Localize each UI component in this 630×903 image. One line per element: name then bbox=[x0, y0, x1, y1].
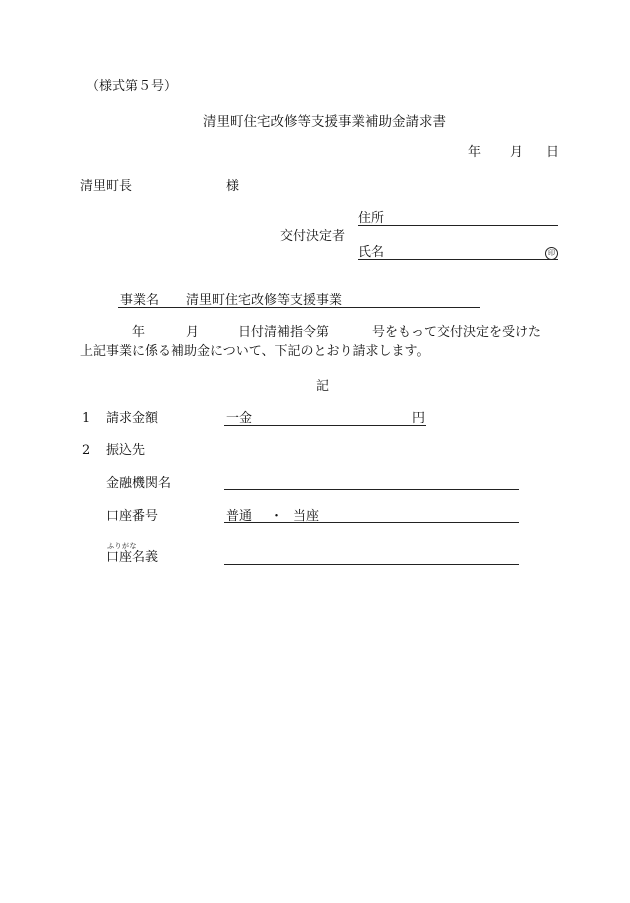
institution-field-line bbox=[224, 489, 519, 490]
addressee-name: 清里町長 bbox=[80, 179, 133, 194]
addressee-honorific: 様 bbox=[226, 179, 240, 194]
name-field-line bbox=[358, 259, 558, 260]
address-label: 住所 bbox=[358, 211, 385, 226]
amount-suffix: 円 bbox=[412, 411, 426, 426]
body-end: 号をもって交付決定を受けた bbox=[372, 325, 542, 340]
account-type-current: 当座 bbox=[293, 509, 320, 524]
item-1-label: 請求金額 bbox=[106, 411, 159, 426]
document-title: 清里町住宅改修等支援事業補助金請求書 bbox=[203, 114, 446, 130]
amount-prefix: 一金 bbox=[226, 411, 253, 426]
body-year: 年 bbox=[132, 325, 146, 340]
name-label: 氏名 bbox=[358, 245, 385, 260]
date-day: 日 bbox=[546, 145, 560, 160]
form-number: （様式第５号） bbox=[86, 79, 178, 94]
body-month: 月 bbox=[186, 325, 200, 340]
seal-mark bbox=[545, 245, 558, 260]
date-year: 年 bbox=[468, 145, 482, 160]
account-number-label: 口座番号 bbox=[106, 509, 159, 524]
account-name-field-line bbox=[224, 564, 519, 565]
item-1-number: 1 bbox=[82, 411, 91, 426]
account-type-separator: ・ bbox=[270, 509, 284, 524]
project-value: 清里町住宅改修等支援事業 bbox=[186, 293, 343, 308]
item-2-number: 2 bbox=[82, 443, 91, 458]
seal-icon: 印 bbox=[545, 247, 558, 260]
account-type-ordinary: 普通 bbox=[226, 509, 253, 524]
item-2-label: 振込先 bbox=[106, 443, 146, 458]
recipient-label: 交付決定者 bbox=[280, 229, 346, 244]
body-line2: 上記事業に係る補助金について、下記のとおり請求します。 bbox=[80, 344, 430, 359]
address-field-line bbox=[358, 225, 558, 226]
amount-field-line bbox=[224, 425, 426, 426]
account-number-field-line bbox=[224, 522, 519, 523]
project-underline bbox=[118, 307, 480, 308]
body-mid: 日付清補指令第 bbox=[238, 325, 330, 340]
institution-label: 金融機関名 bbox=[106, 476, 172, 491]
date-month: 月 bbox=[510, 145, 524, 160]
account-name-ruby: ふりがな bbox=[107, 542, 137, 550]
ki-heading: 記 bbox=[316, 379, 330, 394]
account-name-label: 口座名義 bbox=[106, 550, 159, 565]
project-label: 事業名 bbox=[120, 293, 160, 308]
